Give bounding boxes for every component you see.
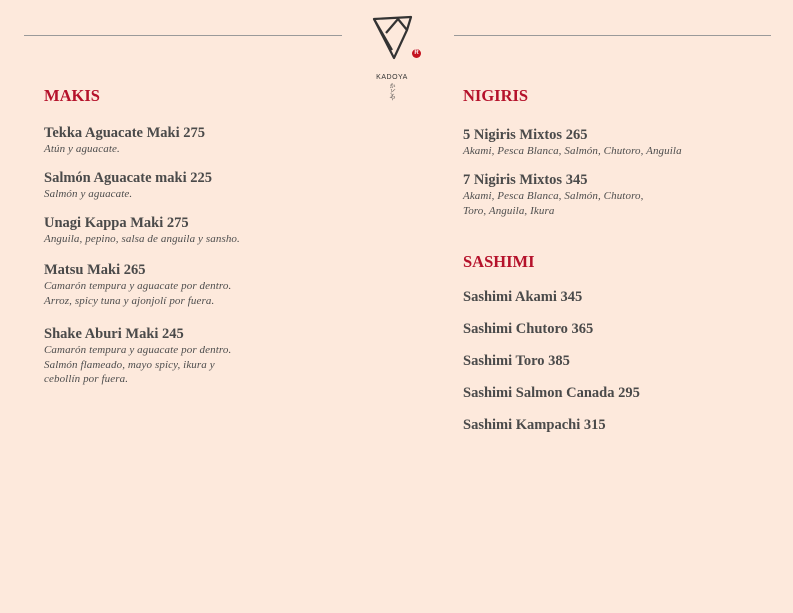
- item-name: Unagi Kappa Maki 275: [44, 215, 189, 231]
- item-name: Sashimi Akami 345: [463, 289, 583, 305]
- item-description: Atún y aguacate.: [44, 143, 120, 155]
- menu-item: [44, 214, 240, 247]
- item-description: Akami, Pesca Blanca, Salmón, Chutoro, Anguila: [463, 145, 682, 157]
- item-name: 5 Nigiris Mixtos 265: [463, 127, 588, 143]
- menu-item: [463, 352, 570, 370]
- item-name: Sashimi Chutoro 365: [463, 321, 594, 337]
- item-description: Anguila, pepino, salsa de anguila y sansho.: [44, 233, 240, 245]
- menu-item: [463, 320, 593, 338]
- item-name: Shake Aburi Maki 245: [44, 326, 184, 342]
- item-name: Sashimi Salmon Canada 295: [463, 385, 640, 401]
- item-name: Matsu Maki 265: [44, 262, 146, 278]
- kadoya-logo: [366, 12, 428, 102]
- makis-heading: MAKIS: [44, 86, 100, 105]
- registered-mark: R: [412, 49, 421, 58]
- header-rule-left: [24, 35, 342, 36]
- brand-kana: かどや: [389, 83, 396, 102]
- menu-item: [44, 261, 231, 308]
- kadoya-emblem-icon: [371, 14, 415, 60]
- item-name: Salmón Aguacate maki 225: [44, 170, 212, 186]
- header-rule-right: [454, 35, 771, 36]
- makis-section: [44, 86, 374, 385]
- menu-item: [44, 169, 212, 202]
- sashimi-heading: SASHIMI: [463, 252, 535, 271]
- item-description: Salmón y aguacate.: [44, 188, 133, 200]
- menu-item: [463, 416, 606, 434]
- nigiris-section: [463, 86, 783, 433]
- item-description: Camarón tempura y aguacate por dentro. Salmón flameado, mayo spicy, ikura y cebollín por fuera.: [44, 344, 232, 385]
- menu-item: [44, 325, 231, 387]
- item-name: Sashimi Kampachi 315: [463, 417, 606, 433]
- item-description: Akami, Pesca Blanca, Salmón, Chutoro, Toro, Anguila, Ikura: [463, 190, 644, 217]
- item-description: Camarón tempura y aguacate por dentro. Arroz, spicy tuna y ajonjolí por fuera.: [44, 280, 232, 307]
- menu-item: [463, 384, 640, 402]
- item-name: Sashimi Toro 385: [463, 353, 570, 369]
- menu-item: [44, 124, 205, 157]
- brand-name: KADOYA: [376, 74, 408, 81]
- item-name: Tekka Aguacate Maki 275: [44, 125, 205, 141]
- menu-item: [463, 171, 644, 218]
- menu-item: [463, 288, 582, 306]
- menu-item: [463, 126, 682, 159]
- nigiris-heading: NIGIRIS: [463, 86, 529, 105]
- item-name: 7 Nigiris Mixtos 345: [463, 172, 588, 188]
